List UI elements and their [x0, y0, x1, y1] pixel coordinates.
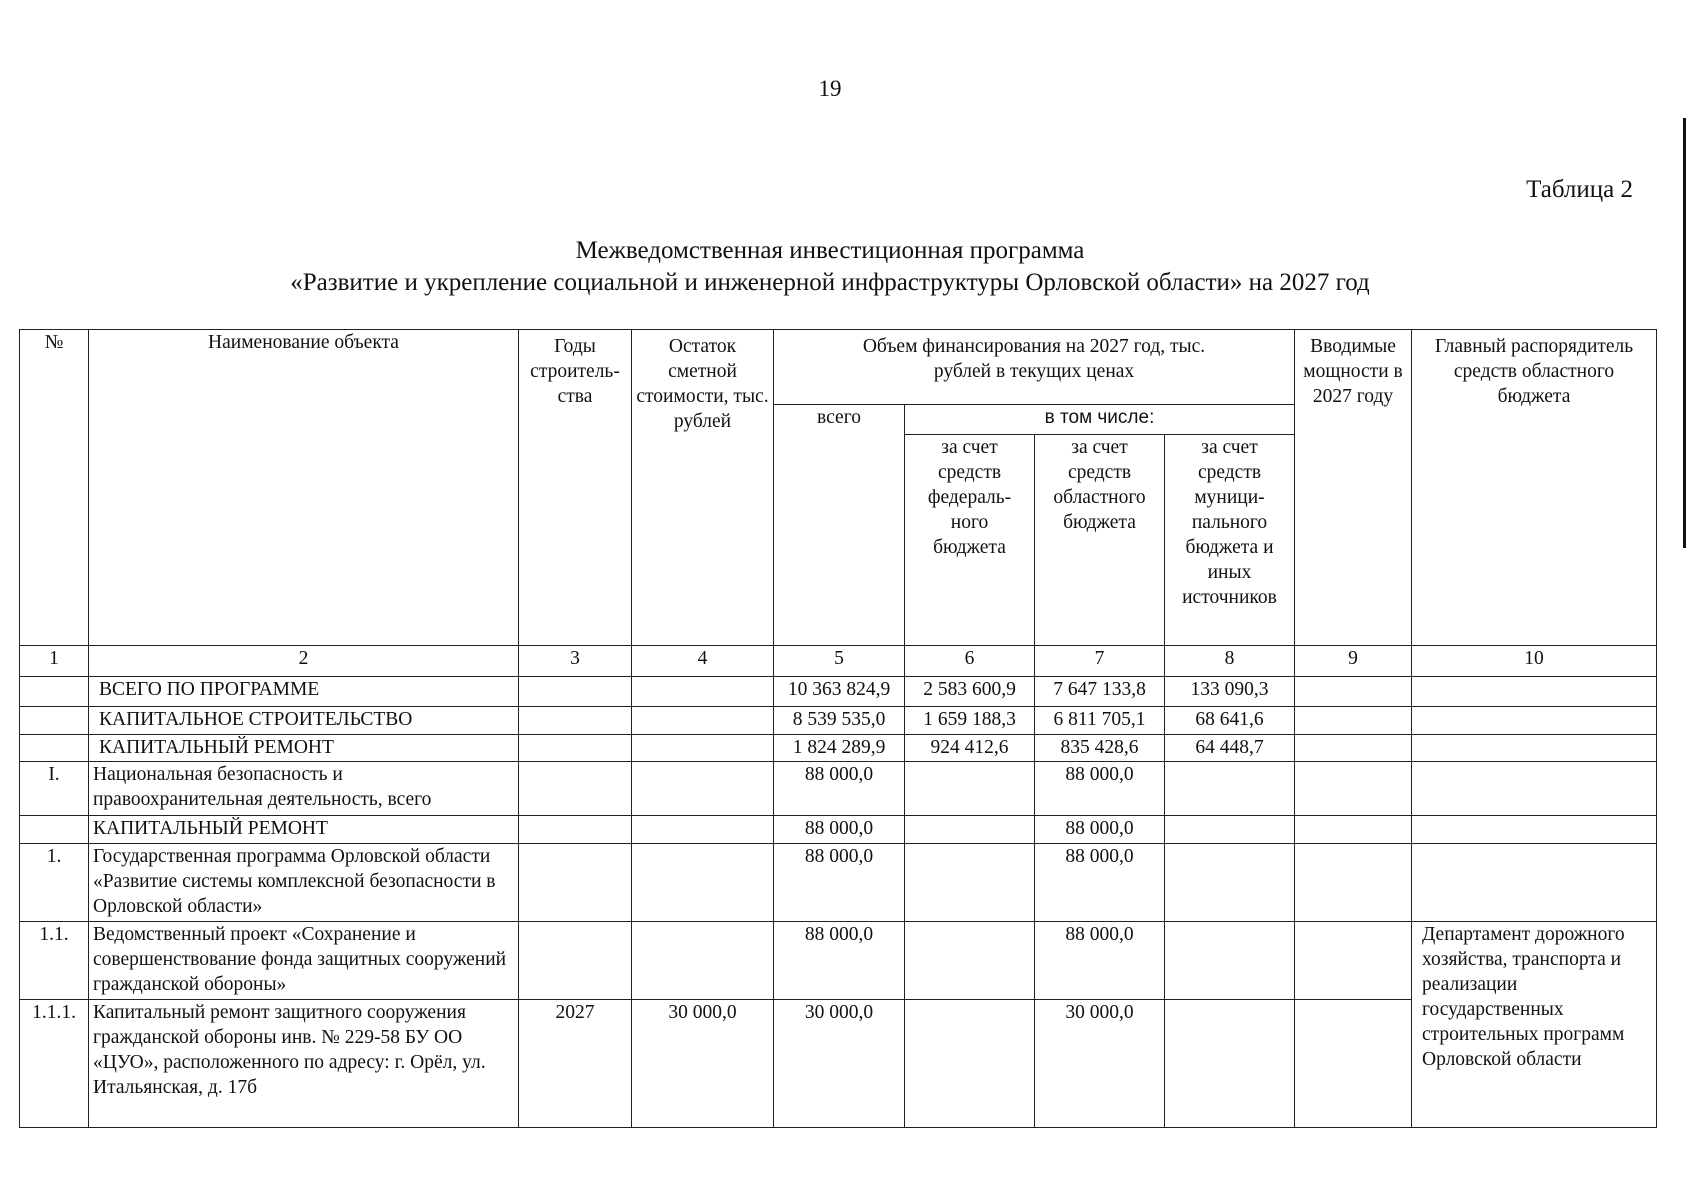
- row-remaining: 30 000,0: [632, 1000, 774, 1128]
- row-total: 10 363 824,9: [774, 677, 905, 707]
- row-federal: [905, 922, 1035, 1000]
- row-years: [519, 735, 632, 762]
- column-number-3: 3: [519, 646, 632, 677]
- row-federal: [905, 1000, 1035, 1128]
- column-number-2: 2: [89, 646, 519, 677]
- row-manager: [1412, 677, 1657, 707]
- row-remaining: [632, 735, 774, 762]
- row-federal: 1 659 188,3: [905, 707, 1035, 735]
- row-capacity: [1295, 735, 1412, 762]
- header-manager: Главный распорядитель средств областного бюджета: [1412, 330, 1657, 646]
- row-total: 88 000,0: [774, 816, 905, 844]
- row-name: Капитальный ремонт защитного сооружения гражданской обороны инв. № 229-58 БУ ОО «ЦУО», расположенного по адресу: г. Орёл, ул. Итальянская, д. 17б: [89, 1000, 519, 1128]
- row-years: [519, 844, 632, 922]
- manager-cell: Департамент дорожного хозяйства, транспорта и реализации государственных строительных программ Орловской области: [1412, 922, 1657, 1128]
- table-label: Таблица 2: [1526, 176, 1633, 203]
- row-name: КАПИТАЛЬНЫЙ РЕМОНТ: [89, 816, 519, 844]
- row-total: 88 000,0: [774, 762, 905, 816]
- row-manager: [1412, 707, 1657, 735]
- row-name: Национальная безопасность и правоохранительная деятельность, всего: [89, 762, 519, 816]
- row-years: [519, 677, 632, 707]
- row-federal: 2 583 600,9: [905, 677, 1035, 707]
- row-name: КАПИТАЛЬНОЕ СТРОИТЕЛЬСТВО: [89, 707, 519, 735]
- row-remaining: [632, 677, 774, 707]
- row-remaining: [632, 707, 774, 735]
- column-number-5: 5: [774, 646, 905, 677]
- row-municipal: 133 090,3: [1165, 677, 1295, 707]
- row-regional: 30 000,0: [1035, 1000, 1165, 1128]
- row-years: [519, 922, 632, 1000]
- table-row: [20, 922, 1657, 1000]
- header-municipal: за счет средств муници-пального бюджета и иных источников: [1165, 435, 1295, 646]
- row-total: 88 000,0: [774, 922, 905, 1000]
- investment-program-table: [19, 329, 1657, 1128]
- table-row: [20, 677, 1657, 707]
- row-capacity: [1295, 844, 1412, 922]
- page-edge-rule: [1683, 118, 1686, 548]
- row-years: [519, 816, 632, 844]
- row-num: [20, 816, 89, 844]
- row-total: 8 539 535,0: [774, 707, 905, 735]
- table-row: [20, 735, 1657, 762]
- column-number-7: 7: [1035, 646, 1165, 677]
- row-regional: 88 000,0: [1035, 922, 1165, 1000]
- column-number-4: 4: [632, 646, 774, 677]
- table-row: [20, 762, 1657, 816]
- row-num: I.: [20, 762, 89, 816]
- row-regional: 6 811 705,1: [1035, 707, 1165, 735]
- row-municipal: [1165, 844, 1295, 922]
- row-municipal: [1165, 816, 1295, 844]
- row-remaining: [632, 844, 774, 922]
- row-capacity: [1295, 707, 1412, 735]
- table-row: [20, 1000, 1657, 1128]
- column-number-9: 9: [1295, 646, 1412, 677]
- table-row: [20, 844, 1657, 922]
- header-total: всего: [774, 405, 905, 646]
- header-capacity: Вводимые мощности в 2027 году: [1295, 330, 1412, 646]
- row-remaining: [632, 762, 774, 816]
- row-capacity: [1295, 1000, 1412, 1128]
- header-financing: Объем финансирования на 2027 год, тыс. рублей в текущих ценах: [774, 330, 1295, 405]
- row-total: 30 000,0: [774, 1000, 905, 1128]
- row-regional: 835 428,6: [1035, 735, 1165, 762]
- title-line-1: Межведомственная инвестиционная программа: [575, 237, 1085, 264]
- header-federal: за счет средств федераль-ного бюджета: [905, 435, 1035, 646]
- column-number-10: 10: [1412, 646, 1657, 677]
- table-row: [20, 707, 1657, 735]
- header-num: №: [20, 330, 89, 646]
- header-including: в том числе:: [905, 405, 1295, 435]
- row-manager: [1412, 735, 1657, 762]
- row-manager: [1412, 762, 1657, 816]
- row-years: [519, 762, 632, 816]
- row-municipal: [1165, 762, 1295, 816]
- row-federal: [905, 762, 1035, 816]
- row-name: Ведомственный проект «Сохранение и совершенствование фонда защитных сооружений гражданской обороны»: [89, 922, 519, 1000]
- row-regional: 88 000,0: [1035, 762, 1165, 816]
- row-years: 2027: [519, 1000, 632, 1128]
- row-federal: [905, 844, 1035, 922]
- row-capacity: [1295, 922, 1412, 1000]
- header-name: Наименование объекта: [89, 330, 519, 646]
- row-regional: 88 000,0: [1035, 844, 1165, 922]
- column-number-1: 1: [20, 646, 89, 677]
- row-num: 1.1.: [20, 922, 89, 1000]
- row-remaining: [632, 816, 774, 844]
- header-remaining: Остаток сметной стоимости, тыс. рублей: [632, 330, 774, 646]
- document-title: [0, 235, 1660, 299]
- row-municipal: [1165, 1000, 1295, 1128]
- row-name: Государственная программа Орловской области «Развитие системы комплексной безопасности в Орловской области»: [89, 844, 519, 922]
- row-num: [20, 707, 89, 735]
- title-line-2: «Развитие и укрепление социальной и инженерной инфраструктуры Орловской области» на 2027 год: [290, 269, 1370, 296]
- row-federal: [905, 816, 1035, 844]
- table-row: [20, 816, 1657, 844]
- row-name: ВСЕГО ПО ПРОГРАММЕ: [89, 677, 519, 707]
- row-municipal: [1165, 922, 1295, 1000]
- column-number-6: 6: [905, 646, 1035, 677]
- row-federal: 924 412,6: [905, 735, 1035, 762]
- row-num: 1.: [20, 844, 89, 922]
- row-total: 1 824 289,9: [774, 735, 905, 762]
- row-name: КАПИТАЛЬНЫЙ РЕМОНТ: [89, 735, 519, 762]
- row-num: [20, 677, 89, 707]
- row-regional: 7 647 133,8: [1035, 677, 1165, 707]
- row-num: 1.1.1.: [20, 1000, 89, 1128]
- row-capacity: [1295, 816, 1412, 844]
- header-years: Годы строитель-ства: [519, 330, 632, 646]
- column-number-8: 8: [1165, 646, 1295, 677]
- row-remaining: [632, 922, 774, 1000]
- page-number: 19: [818, 76, 842, 101]
- row-municipal: 64 448,7: [1165, 735, 1295, 762]
- row-manager: [1412, 844, 1657, 922]
- row-regional: 88 000,0: [1035, 816, 1165, 844]
- row-capacity: [1295, 762, 1412, 816]
- row-years: [519, 707, 632, 735]
- row-total: 88 000,0: [774, 844, 905, 922]
- row-capacity: [1295, 677, 1412, 707]
- row-municipal: 68 641,6: [1165, 707, 1295, 735]
- row-num: [20, 735, 89, 762]
- header-regional: за счет средств областного бюджета: [1035, 435, 1165, 646]
- row-manager: [1412, 816, 1657, 844]
